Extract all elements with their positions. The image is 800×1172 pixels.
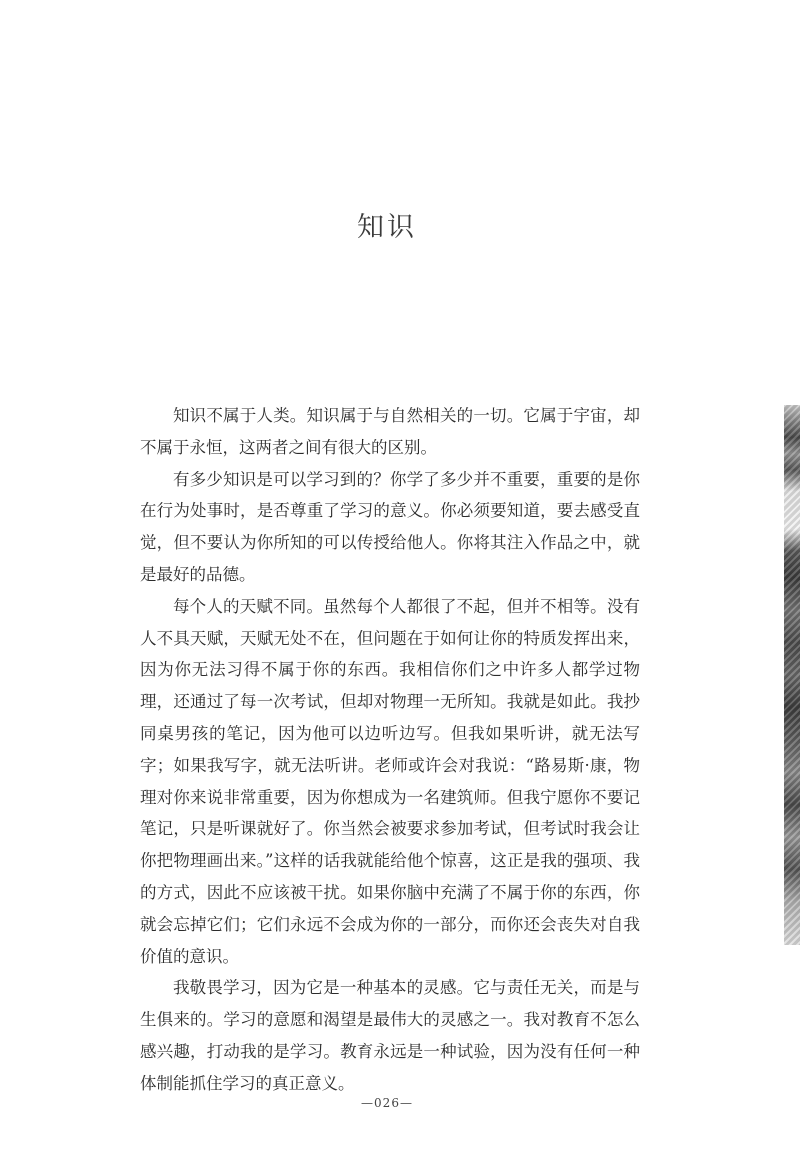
paragraph: 知识不属于人类。知识属于与自然相关的一切。它属于宇宙，却不属于永恒，这两者之间有很大的区别。: [140, 406, 640, 457]
paragraph: 每个人的天赋不同。虽然每个人都很了不起，但并不相等。没有人不具天赋，天赋无处不在，但问题在于如何让你的特质发挥出来，因为你无法习得不属于你的东西。我相信你们之中许多人都学过物理，还通过了每一次考试，但却对物理一无所知。我就是如此。我抄同桌男孩的笔记，因为他可以边听边写。但我如果听讲，就无法写字；如果我写字，就无法听讲。老师或许会对我说：“路易斯·康，物理对你来说非常重要，因为你想成为一名建筑师。但我宁愿你不要记笔记，只是听课就好了。你当然会被要求参加考试，但考试时我会让你把物理画出来。”这样的话我就能给他个惊喜，这正是我的强项、我的方式，因此不应该被干扰。如果你脑中充满了不属于你的东西，你就会忘掉它们；它们永远不会成为你的一部分，而你还会丧失对自我价值的意识。: [140, 596, 640, 966]
chapter-title: 知识: [357, 212, 417, 243]
page-number: —026—: [361, 1096, 413, 1110]
paragraph: 有多少知识是可以学习到的？你学了多少并不重要，重要的是你在行为处事时，是否尊重了学习的意义。你必须要知道，要去感受直觉，但不要认为你所知的可以传授给他人。你将其注入作品之中，就是最好的品德。: [140, 469, 640, 584]
paragraph: 我敬畏学习，因为它是一种基本的灵感。它与责任无关，而是与生俱来的。学习的意愿和渴望是最伟大的灵感之一。我对教育不怎么感兴趣，打动我的是学习。教育永远是一种试验，因为没有任何一种体制能抓住学习的真正意义。: [140, 978, 640, 1093]
body-text: [140, 400, 640, 1100]
facing-page-photo-edge: [784, 405, 800, 945]
